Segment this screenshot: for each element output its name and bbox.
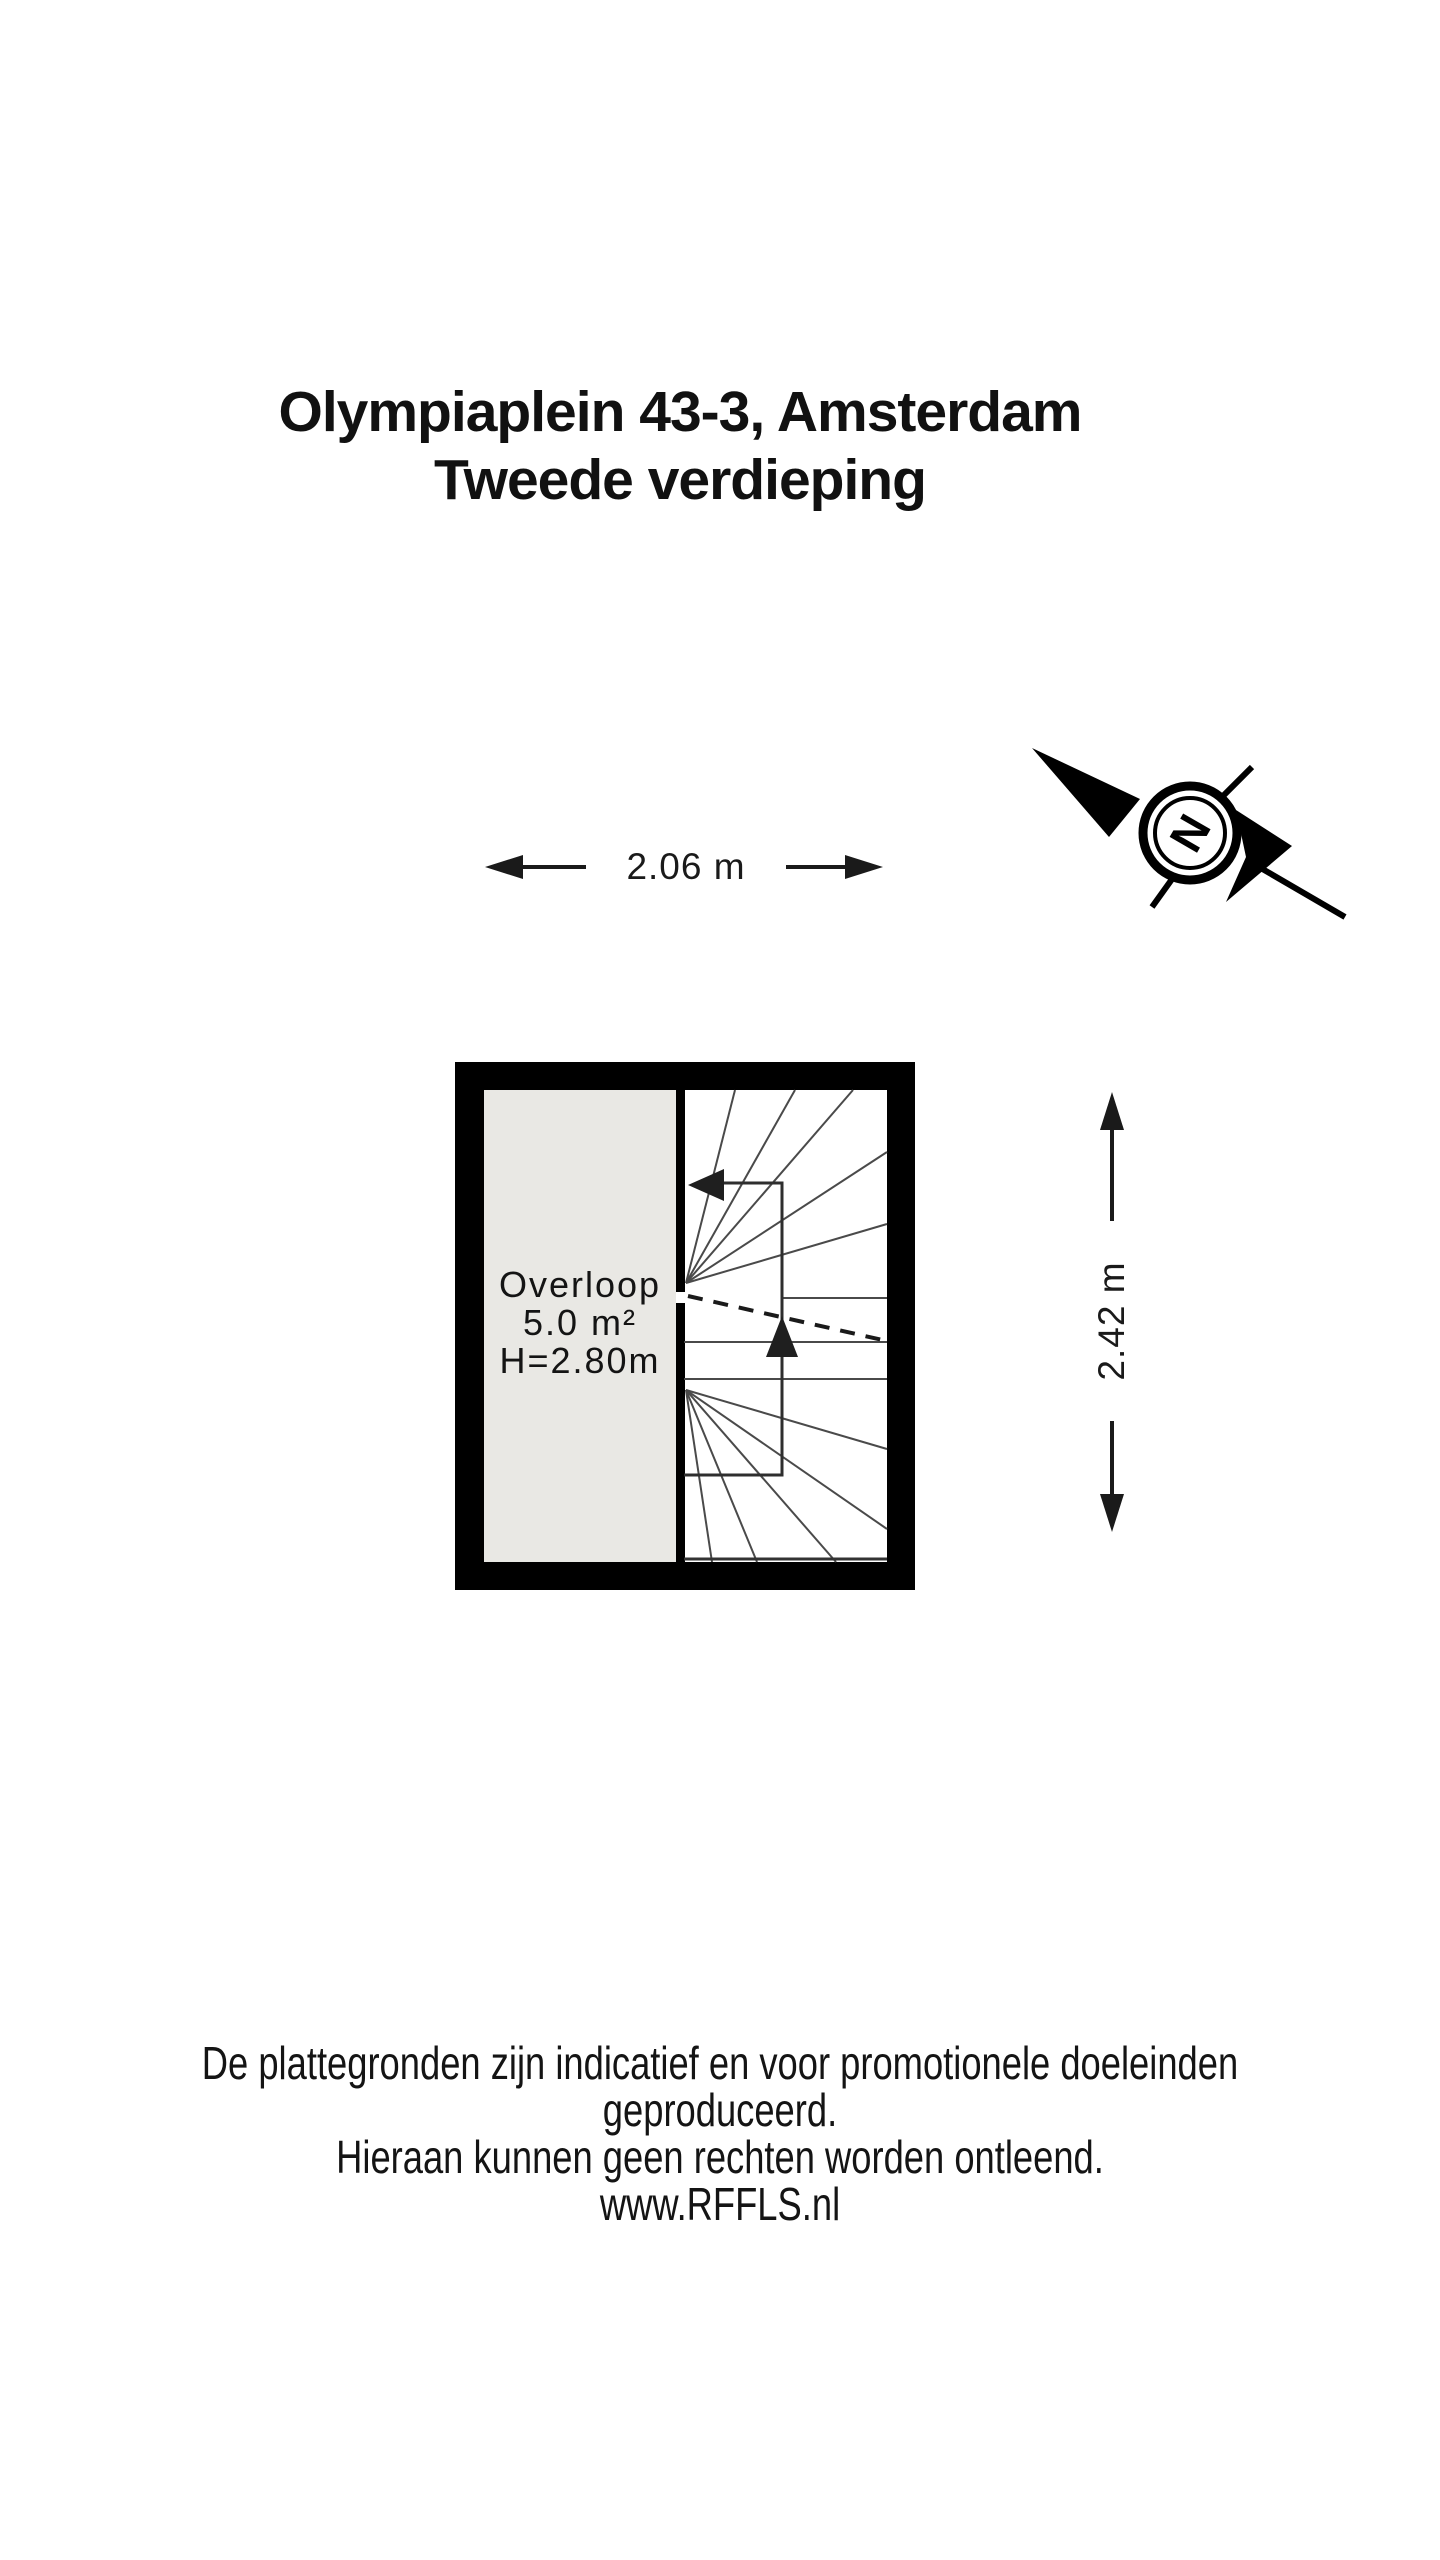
dimension-width-label: 2.06 m bbox=[586, 846, 786, 888]
divider-wall-notch bbox=[676, 1292, 685, 1303]
disclaimer-line2: Hieraan kunnen geen rechten worden ontleend. bbox=[336, 2131, 1104, 2183]
dim-v-arrow-down-icon bbox=[1100, 1494, 1124, 1532]
disclaimer-line1: De plattegronden zijn indicatief en voor promotionele doeleinden geproduceerd. bbox=[201, 2037, 1239, 2136]
title-address: Olympiaplein 43-3, Amsterdam bbox=[278, 380, 1082, 444]
footer-disclaimer bbox=[151, 2037, 1289, 2230]
dim-v-arrow-up-icon bbox=[1100, 1092, 1124, 1130]
dim-h-arrow-right-icon bbox=[845, 855, 883, 879]
compass-north-arrowhead bbox=[1032, 748, 1140, 837]
room-area: 5.0 m² bbox=[522, 1302, 638, 1343]
room-label bbox=[484, 1266, 676, 1380]
dim-h-arrow-left-icon bbox=[485, 855, 523, 879]
room-name: Overloop bbox=[498, 1264, 662, 1305]
compass-north-icon bbox=[1032, 748, 1345, 917]
room-ceiling-height: H=2.80m bbox=[499, 1340, 661, 1381]
compass-n-label: N bbox=[1159, 805, 1221, 861]
title-floor: Tweede verdieping bbox=[434, 448, 926, 512]
footer-website: www.RFFLS.nl bbox=[599, 2178, 841, 2230]
dimension-height-label: 2.42 m bbox=[1091, 1221, 1133, 1421]
divider-wall bbox=[676, 1090, 685, 1562]
